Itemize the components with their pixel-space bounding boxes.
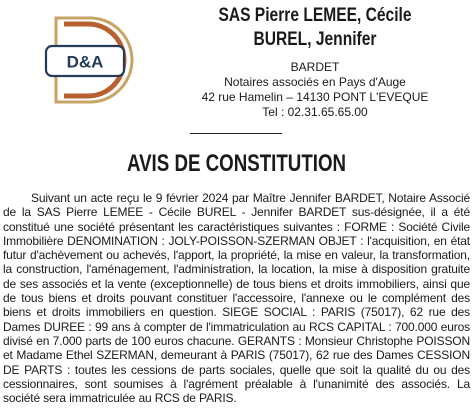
notary-tagline: Notaires associés en Pays d'Auge (224, 75, 406, 89)
notary-header (160, 4, 470, 120)
notice-title: AVIS DE CONSTITUTION (126, 150, 347, 177)
logo-text: D&A (66, 52, 104, 72)
notary-phone: Tel : 02.31.65.65.00 (262, 105, 368, 119)
notice-body: Suivant un acte reçu le 9 février 2024 par Maître Jennifer BARDET, Notaire Associé de la SAS Pierre LEMEE - Cécile BUREL - Jennifer BARDET sus-désignée, il a été constitué une société présentant les caractéristiques suivantes : FORME : Société Civile Immobilière DENOMINATION : JOLY-POISSON-SZERMAN OBJET : l'acquisition, en état futur d'achèvement ou achevés, l'apport, la propriété, la mise en valeur, la transformation, la construction, l'aménagement, l'administration, la location, la mise à disposition gratuite de ses associés et la vente (exceptionnelle) de tous biens et droits immobiliers, ainsi que de tous biens et droits pouvant constituer l'accessoire, l'annexe ou le complément des biens et droits immobiliers en question. SIEGE SOCIAL : PARIS (75017), 62 rue des Dames DUREE : 99 ans à compter de l'immatriculation au RCS CAPITAL : 700.000 euros divisé en 7.000 parts de 100 euros chacune. GERANTS : Monsieur Christophe POISSON et Madame Ethel SZERMAN, demeurant à PARIS (75017), 62 rue des Dames CESSION DE PARTS : toutes les cessions de parts sociales, quelle que soit la qualité du ou des cessionnaires, sont soumises à l'agrément préalable à l'unanimité des associés. La société sera immatriculée au RCS de PARIS. (3, 191, 470, 406)
logo-emblem-icon (38, 10, 138, 110)
separator-line (190, 133, 282, 134)
notary-address: 42 rue Hamelin – 14130 PONT L'EVEQUE (201, 90, 429, 104)
notary-name-line-2: BUREL, Jennifer (253, 29, 377, 50)
notary-logo (38, 10, 138, 110)
notary-name-line-3: BARDET (290, 60, 340, 74)
notary-name-line-1: SAS Pierre LEMEE, Cécile (218, 5, 412, 26)
